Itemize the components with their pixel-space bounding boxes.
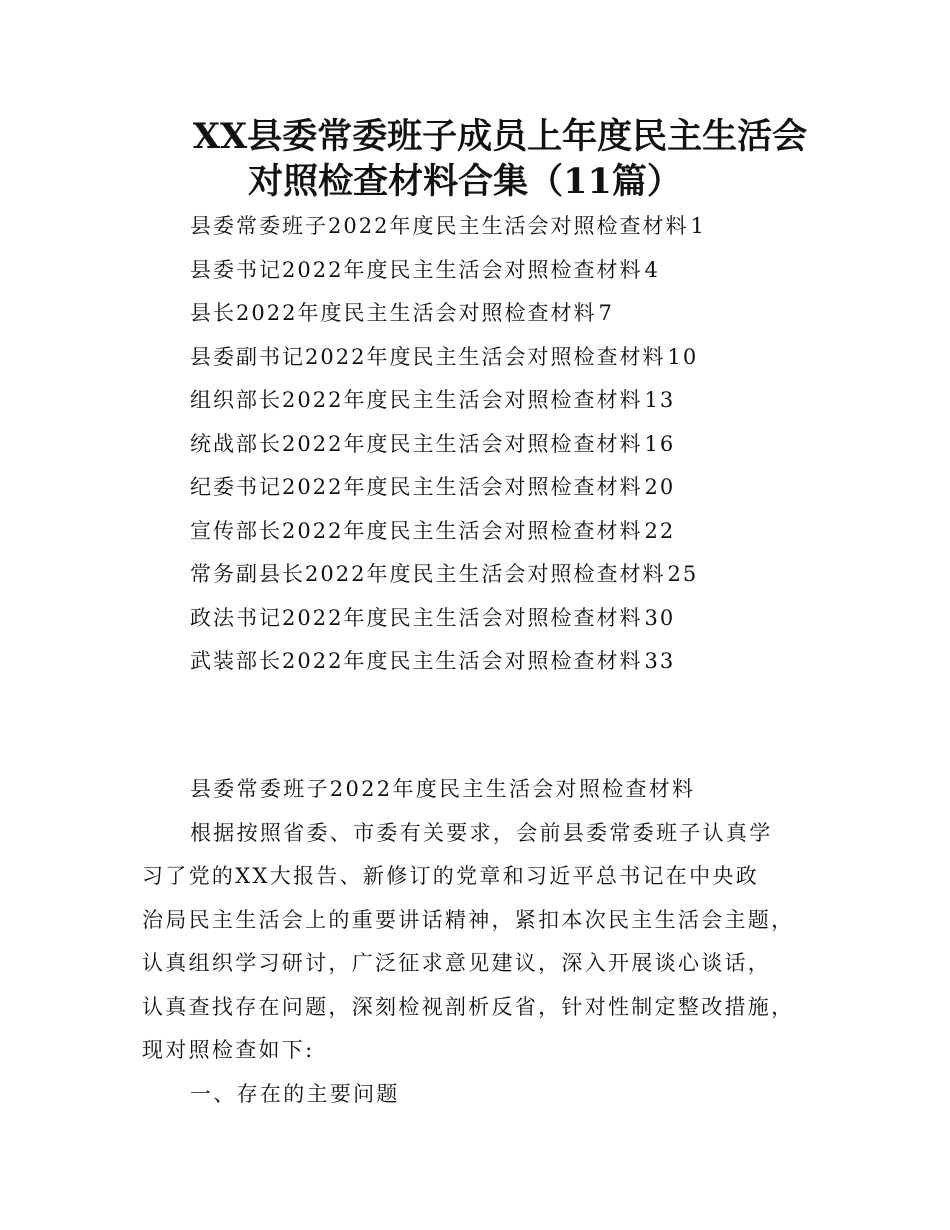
paragraph-line: 根据按照省委、市委有关要求，会前县委常委班子认真学 — [190, 820, 773, 845]
toc-entry-page: 13 — [644, 388, 676, 412]
toc-entry[interactable] — [190, 336, 706, 380]
toc-entry-page: 7 — [598, 301, 614, 325]
toc-entry[interactable] — [190, 292, 706, 336]
toc-entry-page: 22 — [644, 518, 676, 543]
toc-entry[interactable] — [190, 423, 706, 467]
toc-entry-label: 统战部长2022年度民主生活会对照检查材料 — [190, 431, 643, 456]
paragraph-line: 现对照检查如下: — [142, 1038, 315, 1062]
document-title-line-2: 对照检查材料合集（11篇） — [248, 161, 682, 202]
toc-entry-page: 33 — [644, 649, 676, 673]
toc-entry-label: 政法书记2022年度民主生活会对照检查材料 — [190, 605, 643, 630]
paragraph-line: 认真组织学习研讨，广泛征求意见建议，深入开展谈心谈话， — [142, 951, 772, 975]
toc-entry[interactable] — [190, 553, 706, 597]
toc-entry-label: 常务副县长2022年度民主生活会对照检查材料 — [190, 562, 666, 586]
toc-entry-label: 县委书记2022年度民主生活会对照检查材料 — [190, 257, 643, 282]
toc-entry-label: 纪委书记2022年度民主生活会对照检查材料 — [190, 475, 643, 499]
toc-entry[interactable] — [190, 597, 706, 641]
toc-entry-label: 县委常委班子2022年度民主生活会对照检查材料 — [190, 214, 689, 238]
toc-entry-page: 1 — [690, 214, 706, 238]
toc-entry-label: 宣传部长2022年度民主生活会对照检查材料 — [190, 518, 643, 543]
toc-entry[interactable] — [190, 379, 706, 423]
toc-entry-label: 县委副书记2022年度民主生活会对照检查材料 — [190, 344, 666, 369]
toc-entry[interactable] — [190, 510, 706, 554]
toc-entry[interactable] — [190, 466, 706, 510]
toc-entry-label: 组织部长2022年度民主生活会对照检查材料 — [190, 388, 643, 412]
toc-entry-page: 20 — [644, 475, 676, 499]
toc-entry-label: 武装部长2022年度民主生活会对照检查材料 — [190, 649, 643, 673]
table-of-contents — [190, 205, 706, 684]
section-body — [142, 768, 842, 1116]
paragraph-line: 习了党的XX大报告、新修订的党章和习近平总书记在中央政 — [142, 864, 759, 888]
toc-entry-label: 县长2022年度民主生活会对照检查材料 — [190, 301, 597, 325]
paragraph-line: 认真查找存在问题，深刻检视剖析反省，针对性制定整改措施， — [142, 994, 795, 1019]
toc-entry[interactable] — [190, 205, 706, 249]
toc-entry-page: 4 — [644, 257, 660, 282]
section-subheading: 一、存在的主要问题 — [190, 1081, 400, 1106]
toc-entry-page: 25 — [667, 562, 699, 586]
section-heading: 县委常委班子2022年度民主生活会对照检查材料 — [190, 777, 696, 801]
toc-entry-page: 16 — [644, 431, 676, 456]
paragraph-line: 治局民主生活会上的重要讲话精神，紧扣本次民主生活会主题， — [142, 907, 795, 932]
toc-entry-page: 10 — [667, 344, 699, 369]
toc-entry-page: 30 — [644, 605, 676, 630]
toc-entry[interactable] — [190, 640, 706, 684]
toc-entry[interactable] — [190, 249, 706, 293]
document-title-line-1: XX县委常委班子成员上年度民主生活会 — [192, 116, 808, 157]
